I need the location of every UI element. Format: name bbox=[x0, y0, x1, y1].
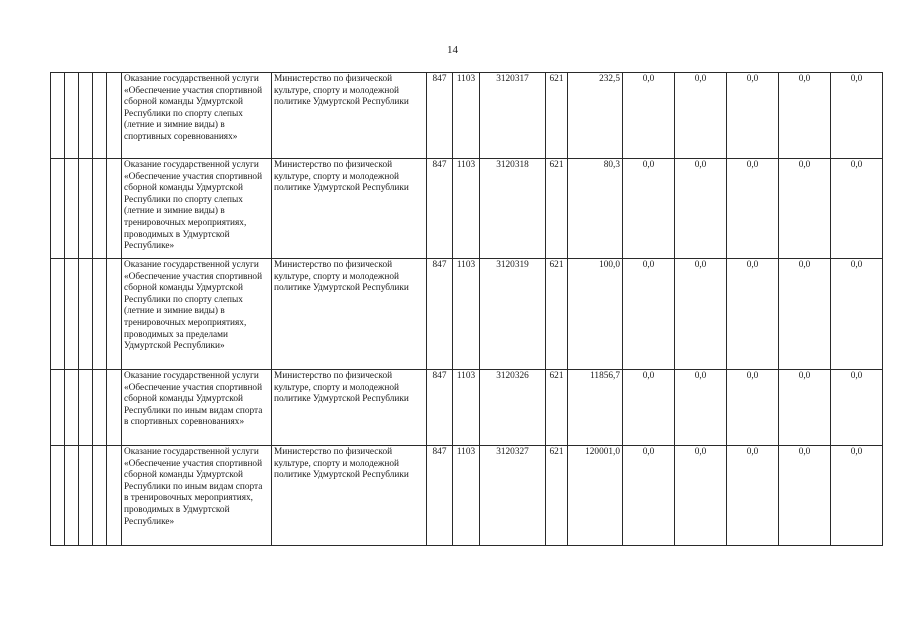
rzpr-cell: 1103 bbox=[453, 73, 480, 159]
index-cell bbox=[79, 73, 93, 159]
value-cell: 0,0 bbox=[727, 446, 779, 546]
amount-cell: 80,3 bbox=[568, 159, 623, 259]
value-cell: 0,0 bbox=[727, 259, 779, 370]
amount-cell: 11856,7 bbox=[568, 370, 623, 446]
rzpr-cell: 1103 bbox=[453, 159, 480, 259]
index-cell bbox=[65, 446, 79, 546]
value-cell: 0,0 bbox=[779, 259, 831, 370]
value-cell: 0,0 bbox=[675, 370, 727, 446]
index-cell bbox=[79, 159, 93, 259]
grbs-cell: 847 bbox=[427, 259, 453, 370]
ministry-cell: Министерство по физической культуре, спорту и молодежной политике Удмуртской Республики bbox=[272, 446, 427, 546]
index-cell bbox=[51, 370, 65, 446]
ministry-cell: Министерство по физической культуре, спорту и молодежной политике Удмуртской Республики bbox=[272, 370, 427, 446]
vr-cell: 621 bbox=[546, 370, 568, 446]
index-cell bbox=[107, 73, 122, 159]
ministry-cell: Министерство по физической культуре, спорту и молодежной политике Удмуртской Республики bbox=[272, 159, 427, 259]
index-cell bbox=[79, 259, 93, 370]
ministry-cell: Министерство по физической культуре, спорту и молодежной политике Удмуртской Республики bbox=[272, 259, 427, 370]
index-cell bbox=[65, 259, 79, 370]
description-cell: Оказание государственной услуги «Обеспечение участия спортивной сборной команды Удмуртской Республики по иным видам спорта в спортивных соревнованиях» bbox=[122, 370, 272, 446]
index-cell bbox=[93, 446, 107, 546]
index-cell bbox=[107, 259, 122, 370]
grbs-cell: 847 bbox=[427, 446, 453, 546]
rzpr-cell: 1103 bbox=[453, 259, 480, 370]
amount-cell: 120001,0 bbox=[568, 446, 623, 546]
value-cell: 0,0 bbox=[623, 73, 675, 159]
csr-cell: 3120318 bbox=[480, 159, 546, 259]
value-cell: 0,0 bbox=[675, 73, 727, 159]
index-cell bbox=[107, 159, 122, 259]
rzpr-cell: 1103 bbox=[453, 446, 480, 546]
description-cell: Оказание государственной услуги «Обеспечение участия спортивной сборной команды Удмуртской Республики по спорту слепых (летние и зимние виды) в тренировочных мероприятиях, проводимых в Удмуртской Республике» bbox=[122, 159, 272, 259]
value-cell: 0,0 bbox=[831, 73, 883, 159]
value-cell: 0,0 bbox=[623, 446, 675, 546]
amount-cell: 232,5 bbox=[568, 73, 623, 159]
value-cell: 0,0 bbox=[779, 73, 831, 159]
index-cell bbox=[51, 259, 65, 370]
index-cell bbox=[51, 446, 65, 546]
table-row bbox=[51, 73, 883, 159]
description-cell: Оказание государственной услуги «Обеспечение участия спортивной сборной команды Удмуртской Республики по иным видам спорта в тренировочных мероприятиях, проводимых в Удмуртской Республике» bbox=[122, 446, 272, 546]
csr-cell: 3120317 bbox=[480, 73, 546, 159]
value-cell: 0,0 bbox=[675, 159, 727, 259]
budget-table bbox=[50, 72, 883, 546]
value-cell: 0,0 bbox=[623, 159, 675, 259]
grbs-cell: 847 bbox=[427, 73, 453, 159]
index-cell bbox=[65, 159, 79, 259]
value-cell: 0,0 bbox=[623, 370, 675, 446]
index-cell bbox=[107, 446, 122, 546]
value-cell: 0,0 bbox=[727, 159, 779, 259]
table-row bbox=[51, 259, 883, 370]
index-cell bbox=[65, 73, 79, 159]
value-cell: 0,0 bbox=[675, 259, 727, 370]
index-cell bbox=[107, 370, 122, 446]
value-cell: 0,0 bbox=[831, 259, 883, 370]
value-cell: 0,0 bbox=[831, 446, 883, 546]
value-cell: 0,0 bbox=[779, 370, 831, 446]
index-cell bbox=[65, 370, 79, 446]
index-cell bbox=[93, 73, 107, 159]
index-cell bbox=[79, 370, 93, 446]
table-row bbox=[51, 159, 883, 259]
ministry-cell: Министерство по физической культуре, спорту и молодежной политике Удмуртской Республики bbox=[272, 73, 427, 159]
grbs-cell: 847 bbox=[427, 159, 453, 259]
value-cell: 0,0 bbox=[727, 370, 779, 446]
value-cell: 0,0 bbox=[831, 370, 883, 446]
index-cell bbox=[93, 259, 107, 370]
csr-cell: 3120326 bbox=[480, 370, 546, 446]
value-cell: 0,0 bbox=[727, 73, 779, 159]
amount-cell: 100,0 bbox=[568, 259, 623, 370]
grbs-cell: 847 bbox=[427, 370, 453, 446]
index-cell bbox=[51, 73, 65, 159]
page-number: 14 bbox=[447, 44, 458, 56]
value-cell: 0,0 bbox=[779, 446, 831, 546]
value-cell: 0,0 bbox=[831, 159, 883, 259]
description-cell: Оказание государственной услуги «Обеспечение участия спортивной сборной команды Удмуртской Республики по спорту слепых (летние и зимние виды) в тренировочных мероприятиях, проводимых за пределами Удмуртской Республики» bbox=[122, 259, 272, 370]
index-cell bbox=[51, 159, 65, 259]
vr-cell: 621 bbox=[546, 259, 568, 370]
table-row bbox=[51, 370, 883, 446]
vr-cell: 621 bbox=[546, 159, 568, 259]
value-cell: 0,0 bbox=[779, 159, 831, 259]
csr-cell: 3120327 bbox=[480, 446, 546, 546]
value-cell: 0,0 bbox=[623, 259, 675, 370]
index-cell bbox=[93, 370, 107, 446]
rzpr-cell: 1103 bbox=[453, 370, 480, 446]
index-cell bbox=[79, 446, 93, 546]
description-cell: Оказание государственной услуги «Обеспечение участия спортивной сборной команды Удмуртской Республики по спорту слепых (летние и зимние виды) в спортивных соревнованиях» bbox=[122, 73, 272, 159]
vr-cell: 621 bbox=[546, 73, 568, 159]
index-cell bbox=[93, 159, 107, 259]
csr-cell: 3120319 bbox=[480, 259, 546, 370]
value-cell: 0,0 bbox=[675, 446, 727, 546]
vr-cell: 621 bbox=[546, 446, 568, 546]
table-row bbox=[51, 446, 883, 546]
